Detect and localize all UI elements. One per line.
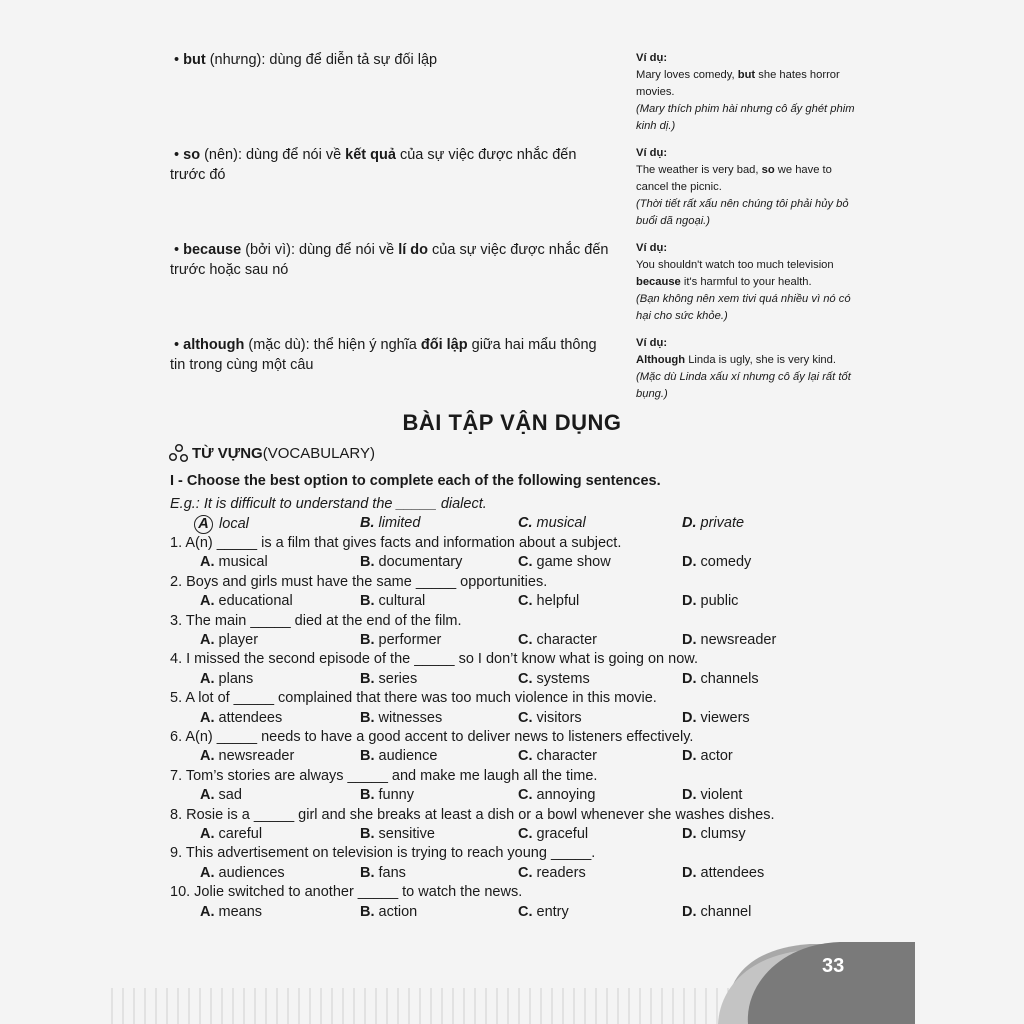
option-d: D. private bbox=[682, 515, 745, 531]
option-b: B. cultural bbox=[360, 593, 426, 610]
option-a: A local bbox=[196, 515, 249, 534]
option-b: B. audience bbox=[360, 748, 438, 765]
option-c: C. character bbox=[518, 748, 597, 765]
option-d: D. viewers bbox=[682, 709, 750, 726]
question-text: 8. Rosie is a _____ girl and she breaks at least a dish or a bowl whenever she washes dishes. bbox=[170, 806, 775, 823]
conjunction-description: • so (nên): dùng để nói về kết quả của sự việc được nhắc đến trước đó bbox=[170, 147, 577, 183]
conjunction-example: Ví dụ: The weather is very bad, so we have to cancel the picnic. (Thời tiết rất xấu nên chúng tôi phải hủy bỏ buổi dã ngoại.) bbox=[636, 147, 849, 227]
question-options bbox=[0, 787, 1024, 806]
option-b: B. action bbox=[360, 903, 418, 920]
option-b: B. sensitive bbox=[360, 826, 435, 842]
conjunction-description: • although (mặc dù): thể hiện ý nghĩa đối lập giữa hai mẩu thông tin trong cùng một câu bbox=[170, 337, 597, 373]
conjunction-description: • but (nhưng): dùng để diễn tả sự đối lập bbox=[174, 52, 438, 68]
option-d: D. actor bbox=[682, 748, 733, 765]
option-a: A. means bbox=[200, 903, 263, 920]
option-b: B. funny bbox=[360, 787, 414, 804]
option-d: D. comedy bbox=[682, 554, 752, 571]
question-text: 9. This advertisement on television is trying to reach young _____. bbox=[170, 845, 596, 862]
option-c: C. readers bbox=[518, 864, 586, 881]
conjunction-example: Ví dụ: Mary loves comedy, but she hates horror movies. (Mary thích phim hài nhưng cô ấy ghét phim kinh dị.) bbox=[636, 52, 855, 132]
conjunction-description: • because (bởi vì): dùng để nói về lí do của sự việc được nhắc đến trước hoặc sau nó bbox=[170, 242, 609, 278]
question-text: 7. Tom’s stories are always _____ and make me laugh all the time. bbox=[170, 767, 598, 784]
option-d: D. newsreader bbox=[682, 632, 777, 648]
circles-icon bbox=[168, 443, 188, 463]
option-c: C. entry bbox=[518, 903, 569, 920]
option-d: D. violent bbox=[682, 787, 743, 804]
question-options bbox=[0, 671, 1024, 690]
question-text: 6. A(n) _____ needs to have a good accent to deliver news to listeners effectively. bbox=[170, 729, 694, 745]
question-options bbox=[0, 748, 1024, 767]
question-options bbox=[0, 865, 1024, 884]
question-text: 3. The main _____ died at the end of the film. bbox=[170, 612, 462, 629]
question-text: 2. Boys and girls must have the same _____ opportunities. bbox=[170, 573, 548, 590]
question-text: 1. A(n) _____ is a film that gives facts and information about a subject. bbox=[170, 535, 622, 551]
option-a: A. audiences bbox=[200, 864, 285, 881]
option-c: C. graceful bbox=[518, 826, 589, 842]
question-options bbox=[0, 554, 1024, 573]
question-text: 4. I missed the second episode of the _____ so I don’t know what is going on now. bbox=[170, 651, 698, 668]
option-c: C. visitors bbox=[518, 709, 582, 726]
question-text: 10. Jolie switched to another _____ to watch the news. bbox=[170, 884, 523, 901]
option-a: A. attendees bbox=[200, 709, 283, 726]
example-sentence: E.g.: It is difficult to understand the _____ dialect. bbox=[170, 496, 487, 512]
option-a: A. newsreader bbox=[200, 748, 295, 765]
option-d: D. channel bbox=[682, 903, 752, 920]
footer-stripes bbox=[110, 988, 730, 1024]
option-c: C. character bbox=[518, 632, 597, 648]
option-b: B. performer bbox=[360, 632, 442, 648]
question-options bbox=[0, 826, 1024, 845]
option-b: B. witnesses bbox=[360, 709, 443, 726]
footer-wave-shape bbox=[700, 940, 915, 1024]
option-c: C. helpful bbox=[518, 593, 580, 610]
option-d: D. channels bbox=[682, 670, 759, 687]
conjunction-example: Ví dụ: Although Linda is ugly, she is very kind. (Mặc dù Linda xấu xí nhưng cô ấy lại rất tốt bụng.) bbox=[636, 337, 851, 400]
conjunction-term: because bbox=[183, 242, 242, 258]
conjunction-term: but bbox=[183, 52, 206, 68]
option-d: D. public bbox=[682, 593, 739, 610]
question-options bbox=[0, 710, 1024, 729]
option-c: C. annoying bbox=[518, 787, 596, 804]
circled-answer-icon: A bbox=[194, 515, 213, 534]
question-options bbox=[0, 904, 1024, 923]
option-b: B. fans bbox=[360, 864, 406, 881]
option-a: A. careful bbox=[200, 826, 263, 842]
option-d: D. attendees bbox=[682, 864, 765, 881]
conjunction-example: Ví dụ: You shouldn't watch too much television because it's harmful to your health. (Bạn không nên xem tivi quá nhiều vì nó có hại cho sức khỏe.) bbox=[636, 242, 851, 322]
option-a: A. plans bbox=[200, 670, 254, 687]
question-text: 5. A lot of _____ complained that there was too much violence in this movie. bbox=[170, 690, 657, 707]
option-a: A. sad bbox=[200, 787, 242, 804]
option-b: B. series bbox=[360, 670, 418, 687]
option-c: C. systems bbox=[518, 670, 590, 687]
question-options bbox=[0, 632, 1024, 651]
exercise-instruction: I - Choose the best option to complete each of the following sentences. bbox=[170, 473, 661, 489]
conjunction-term: so bbox=[183, 147, 201, 163]
example-options bbox=[0, 515, 1024, 534]
option-b: B. limited bbox=[360, 515, 421, 531]
question-options bbox=[0, 593, 1024, 612]
option-c: C. game show bbox=[518, 554, 611, 571]
option-c: C. musical bbox=[518, 515, 586, 531]
vocabulary-heading: TỪ VỰNG (VOCABULARY) bbox=[168, 443, 375, 463]
section-title: BÀI TẬP VẬN DỤNG bbox=[402, 410, 622, 435]
conjunction-term: although bbox=[183, 337, 245, 353]
page-number: 33 bbox=[822, 955, 845, 977]
option-a: A. player bbox=[200, 632, 259, 648]
option-a: A. educational bbox=[200, 593, 293, 610]
option-b: B. documentary bbox=[360, 554, 463, 571]
option-a: A. musical bbox=[200, 554, 268, 571]
option-d: D. clumsy bbox=[682, 826, 746, 842]
